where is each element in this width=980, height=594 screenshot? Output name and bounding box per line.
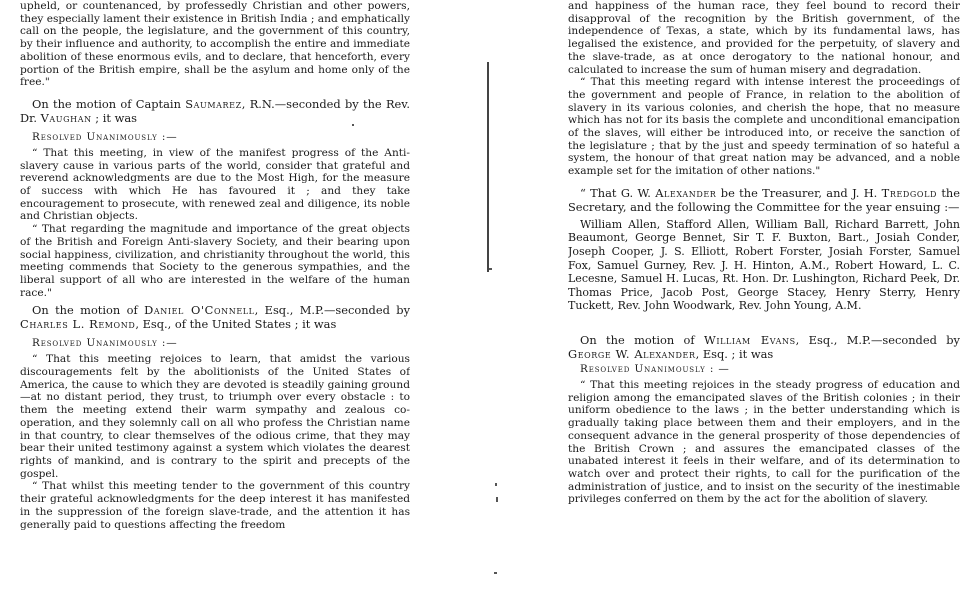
right-page: [568, 0, 960, 594]
binding-line: [487, 62, 489, 272]
resolution-government: “ That whilst this meeting tender to the government of this country their grateful acknowledgments for the deep interest it has manifested in the suppression of the foreign slave-trade, and the attention it has generally paid to questions affecting the freedom: [20, 480, 410, 531]
speck: [352, 124, 354, 126]
mover-name: William Evans: [704, 333, 796, 347]
secretary-name: Tredgold: [881, 185, 937, 200]
speck: [496, 497, 498, 502]
left-page: [20, 0, 410, 594]
left-paragraph-0: upheld, or countenanced, by professedly Christian and other powers, they especially lament their existence in British India ; and emphatically call on the people, the legislature, and the government of this country, by their influence and authority, to accomplish the entire and immediate abolition of these enormous evils, and to declare, that henceforth, every portion of the British empire, shall be the asylum and home only of the free.": [20, 0, 410, 89]
seconder-name: George W. Alexander: [568, 347, 696, 361]
resolution-united-states: “ That this meeting rejoices to learn, that amidst the various discouragements felt by the abolitionists of the United States of America, the cause to which they are devoted is steadily gaining ground—at no distant period, they trust, to triumph over every obstacle : to them the meeting extend their warm sympathy and zealous co-operation, and they solemnly call on all who profess the Christian name in that country, to clear themselves of the odious crime, that they may bear their united testimony against a system which violates the dearest rights of mankind, and is contrary to the spirit and precepts of the gospel.: [20, 353, 410, 480]
speck: [489, 268, 492, 270]
mover-name: Saumarez: [185, 96, 242, 111]
motion-evans: On the motion of William Evans, Esq., M.P.—seconded by George W. Alexander, Esq. ; it was: [568, 333, 960, 361]
seconder-name: Vaughan: [40, 110, 92, 125]
speck: [494, 572, 497, 574]
resolution-society: “ That regarding the magnitude and importance of the great objects of the British and Foreign Anti-slavery Society, and their bearing upon social happiness, civilization, and christianity throughout the world, this meeting commends that Society to the generous sympathies, and the liberal support of all who are interested in the welfare of the human race.": [20, 223, 410, 299]
motion-saumarez: On the motion of Captain Saumarez, R.N.—seconded by the Rev. Dr. Vaughan ; it was: [20, 96, 410, 125]
officers-resolution: “ That G. W. Alexander be the Treasurer, and J. H. Tredgold the Secretary, and the following the Committee for the year ensuing :—: [568, 185, 960, 214]
treasurer-name: Alexander: [655, 185, 717, 200]
resolution-education: “ That this meeting rejoices in the steady progress of education and religion among the emancipated slaves of the British colonies ; in their uniform obedience to the laws ; in the better understanding which is gradually taking place between them and their employers, and in the consequent advance in the general prosperity of those dependencies of the British Crown ; and assures the emancipated classes of the unabated interest it feels in their welfare, and of its determination to watch over and protect their rights, to call for the purification of the administration of justice, and to insist on the security of the inestimable privileges conferred on them by the act for the abolition of slavery.: [568, 379, 960, 506]
resolution-france: “ That this meeting regard with intense interest the proceedings of the government and people of France, in relation to the abolition of slavery in its various colonies, and cherish the hope, that no measure which has not for its basis the complete and unconditional emancipation of the slaves, will either be introduced into, or receive the sanction of the legislature ; that by the just and speedy termination of so hateful a system, the honour of that great nation may be advanced, and a noble example set for the imitation of other nations.": [568, 76, 960, 178]
right-paragraph-0: and happiness of the human race, they feel bound to record their disapproval of the recognition by the British government, of the independence of Texas, a state, which by its fundamental laws, has legalised the existence, and provided for the perpetuity, of slavery and the slave-trade, as at once derogatory to the national honour, and calculated to increase the sum of human misery and degradation.: [568, 0, 960, 76]
committee-list: William Allen, Stafford Allen, William Ball, Richard Barrett, John Beaumont, George Bennet, Sir T. F. Buxton, Bart., Josiah Conder, Joseph Cooper, J. S. Elliott, Robert Forster, Josiah Forster, Samuel Fox, Samuel Gurney, Rev. J. H. Hinton, A.M., Robert Howard, L. C. Lecesne, Samuel H. Lucas, Rt. Hon. Dr. Lushington, Richard Peek, Dr. Thomas Price, Jacob Post, George Stacey, Henry Sterry, Henry Tuckett, Rev. John Woodwark, Rev. John Young, A.M.: [568, 217, 960, 313]
resolved-heading-1: Resolved Unanimously :—: [32, 130, 178, 143]
resolution-progress: “ That this meeting, in view of the manifest progress of the Anti-slavery cause in various parts of the world, consider that grateful and reverend acknowledgments are due to the Most High, for the measure of success with which He has favoured it ; and they take encouragement to prosecute, with renewed zeal and diligence, its noble and Christian objects.: [20, 146, 410, 223]
speck: [495, 483, 497, 486]
seconder-name: Charles L. Remond: [20, 317, 136, 332]
mover-name: Daniel O'Connell: [144, 303, 255, 318]
resolved-heading-2: Resolved Unanimously :—: [32, 337, 178, 350]
motion-oconnell: On the motion of Daniel O'Connell, Esq., M.P.—seconded by Charles L. Remond, Esq., of the United States ; it was: [20, 303, 410, 332]
resolved-heading-3: Resolved Unanimously : —: [580, 363, 730, 375]
